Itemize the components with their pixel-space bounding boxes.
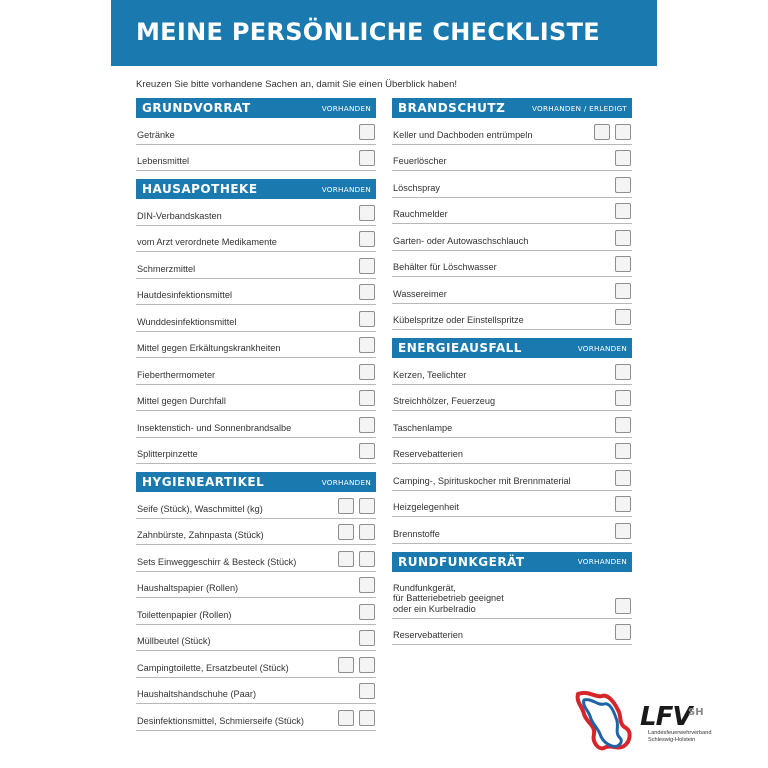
logo-wordmark: LFV	[640, 702, 692, 732]
checkbox[interactable]	[359, 683, 375, 699]
checklist-item	[392, 438, 632, 465]
checklist-item	[136, 411, 376, 438]
checklist-item	[392, 118, 632, 145]
checkbox-group	[359, 364, 375, 380]
item-label: Brennstoffe	[393, 528, 440, 539]
checklist-item	[392, 277, 632, 304]
checklist-item	[136, 545, 376, 572]
checkbox-group	[338, 498, 375, 514]
checkbox-group	[338, 551, 375, 567]
checklist-item	[136, 199, 376, 226]
checklist-item	[392, 385, 632, 412]
item-label: Mittel gegen Durchfall	[137, 396, 226, 407]
item-label: Streichhölzer, Feuerzeug	[393, 396, 496, 407]
checklist-item	[392, 491, 632, 518]
checkbox[interactable]	[359, 390, 375, 406]
checklist-item	[136, 118, 376, 145]
checkbox[interactable]	[359, 443, 375, 459]
checklist-item	[136, 651, 376, 678]
checkbox-group	[615, 470, 631, 486]
checkbox[interactable]	[615, 256, 631, 272]
checkbox-group	[615, 256, 631, 272]
section-column-label: VORHANDEN	[321, 184, 371, 194]
item-label: Fieberthermometer	[137, 369, 216, 380]
checklist-item	[392, 224, 632, 251]
checkbox[interactable]	[615, 124, 631, 140]
checkbox-group	[615, 417, 631, 433]
checkbox[interactable]	[615, 309, 631, 325]
checkbox-group	[359, 311, 375, 327]
item-label: Taschenlampe	[393, 422, 453, 433]
checkbox-group	[359, 604, 375, 620]
checkbox-group	[594, 124, 631, 140]
item-label: Haushaltshandschuhe (Paar)	[137, 689, 256, 700]
section-column-label: VORHANDEN	[577, 557, 627, 566]
checkbox-group	[359, 337, 375, 353]
item-label: Garten- oder Autowaschschlauch	[393, 235, 529, 246]
checklist-item	[392, 517, 632, 544]
item-label: Haushaltspapier (Rollen)	[137, 583, 239, 594]
checklist-item	[392, 619, 632, 646]
checkbox-group	[359, 205, 375, 221]
item-label: Keller und Dachboden entrümpeln	[393, 129, 533, 140]
section-column-label: VORHANDEN	[321, 103, 371, 113]
checklist-item	[136, 678, 376, 705]
logo-subtitle	[648, 730, 711, 744]
section-hausapotheke	[136, 179, 376, 464]
checkbox-group	[359, 258, 375, 274]
item-label: Schmerzmittel	[137, 263, 196, 274]
section-header	[136, 179, 376, 199]
checkbox[interactable]	[359, 337, 375, 353]
checklist-item	[136, 145, 376, 172]
intro-text: Kreuzen Sie bitte vorhandene Sachen an, damit Sie einen Überblick haben!	[136, 79, 458, 90]
checkbox-group	[359, 124, 375, 140]
section-rundfunkgerat	[392, 552, 632, 646]
item-label: Lebensmittel	[137, 156, 190, 167]
item-label: Hautdesinfektionsmittel	[137, 290, 232, 301]
checkbox[interactable]	[615, 203, 631, 219]
checkbox[interactable]	[338, 498, 354, 514]
section-brandschutz	[392, 98, 632, 330]
logo-subtitle-line1: Landesfeuerwehrverband	[648, 730, 712, 736]
section-grundvorrat	[136, 98, 376, 171]
checkbox[interactable]	[359, 577, 375, 593]
checkbox-group	[615, 523, 631, 539]
checkbox[interactable]	[615, 624, 631, 640]
right-column	[392, 98, 632, 645]
item-label: Seife (Stück), Waschmittel (kg)	[137, 503, 263, 514]
item-label: Behälter für Löschwasser	[393, 262, 497, 273]
checkbox[interactable]	[359, 231, 375, 247]
checkbox-group	[615, 309, 631, 325]
section-energieausfall	[392, 338, 632, 544]
section-title: HYGIENEARTIKEL	[142, 475, 265, 489]
checklist-item	[136, 704, 376, 731]
page-title: MEINE PERSÖNLICHE CHECKLISTE	[136, 18, 600, 46]
item-label: Desinfektionsmittel, Schmierseife (Stück)	[137, 715, 304, 726]
checkbox[interactable]	[359, 710, 375, 726]
checkbox[interactable]	[359, 124, 375, 140]
item-label: Camping-, Spirituskocher mit Brennmaterial	[393, 475, 571, 486]
section-gap	[392, 330, 632, 338]
item-label: Löschspray	[393, 182, 440, 193]
checklist-item	[136, 519, 376, 546]
item-label: Splitterpinzette	[137, 449, 198, 460]
checkbox-group	[615, 203, 631, 219]
checklist-item	[392, 572, 632, 619]
item-label: Getränke	[137, 129, 175, 140]
checkbox-group	[359, 443, 375, 459]
checkbox[interactable]	[359, 498, 375, 514]
checklist-item	[392, 145, 632, 172]
checklist-item	[392, 411, 632, 438]
checklist-item	[136, 625, 376, 652]
checklist-item	[136, 332, 376, 359]
section-header	[136, 472, 376, 492]
item-label: Rundfunkgerät, für Batteriebetrieb geeignet oder ein Kurbelradio	[393, 582, 504, 614]
checkbox[interactable]	[615, 598, 631, 614]
checkbox-group	[338, 657, 375, 673]
checkbox[interactable]	[359, 258, 375, 274]
item-label: Heizgelegenheit	[393, 502, 459, 513]
item-label: Wunddesinfektionsmittel	[137, 316, 237, 327]
item-label: Insektenstich- und Sonnenbrandsalbe	[137, 422, 292, 433]
checklist-item	[136, 438, 376, 465]
item-label: Müllbeutel (Stück)	[137, 636, 211, 647]
section-header	[392, 552, 632, 572]
checkbox-group	[615, 364, 631, 380]
item-label: Campingtoilette, Ersatzbeutel (Stück)	[137, 662, 289, 673]
checkbox[interactable]	[338, 710, 354, 726]
section-column-label: VORHANDEN	[577, 343, 627, 353]
item-label: Kerzen, Teelichter	[393, 369, 467, 380]
section-gap	[392, 544, 632, 552]
checklist-item	[392, 464, 632, 491]
checkbox[interactable]	[615, 230, 631, 246]
logo-subtitle-line2: Schleswig-Holstein	[648, 737, 696, 743]
checkbox[interactable]	[338, 657, 354, 673]
checkbox-group	[615, 283, 631, 299]
checkbox[interactable]	[359, 150, 375, 166]
checklist-item	[392, 358, 632, 385]
section-column-label: VORHANDEN	[321, 477, 371, 487]
section-gap	[136, 464, 376, 472]
checklist-item	[136, 572, 376, 599]
logo-suffix: SH	[688, 707, 704, 718]
section-column-label: VORHANDEN / ERLEDIGT	[531, 103, 627, 113]
checklist-item	[392, 198, 632, 225]
checklist-item	[136, 358, 376, 385]
checklist-item	[136, 279, 376, 306]
section-title: ENERGIEAUSFALL	[398, 341, 522, 355]
checklist-item	[392, 171, 632, 198]
checkbox-group	[615, 390, 631, 406]
item-label: Mittel gegen Erkältungskrankheiten	[137, 343, 281, 354]
checkbox[interactable]	[359, 604, 375, 620]
checkbox[interactable]	[615, 364, 631, 380]
checkbox-group	[615, 598, 631, 614]
checkbox-group	[615, 150, 631, 166]
checkbox-group	[338, 710, 375, 726]
item-label: Feuerlöscher	[393, 156, 447, 167]
checkbox-group	[615, 177, 631, 193]
checkbox-group	[359, 577, 375, 593]
checkbox[interactable]	[615, 417, 631, 433]
left-column	[136, 98, 376, 731]
checkbox-group	[615, 443, 631, 459]
checklist-item	[392, 251, 632, 278]
checkbox[interactable]	[338, 551, 354, 567]
item-label: Zahnbürste, Zahnpasta (Stück)	[137, 530, 264, 541]
item-label: Toilettenpapier (Rollen)	[137, 609, 232, 620]
item-label: Reservebatterien	[393, 630, 463, 641]
checkbox-group	[359, 683, 375, 699]
checkbox-group	[359, 390, 375, 406]
checkbox-group	[359, 231, 375, 247]
item-label: Wassereimer	[393, 288, 447, 299]
checkbox[interactable]	[359, 551, 375, 567]
section-title: RUNDFUNKGERÄT	[398, 554, 525, 569]
checkbox-group	[615, 624, 631, 640]
section-title: HAUSAPOTHEKE	[142, 182, 258, 196]
checklist-item	[136, 226, 376, 253]
checkbox-group	[359, 630, 375, 646]
checklist-item	[136, 385, 376, 412]
checklist-item	[136, 492, 376, 519]
section-header	[392, 338, 632, 358]
section-title: BRANDSCHUTZ	[398, 101, 506, 115]
checkbox-group	[359, 150, 375, 166]
checkbox[interactable]	[359, 205, 375, 221]
checkbox[interactable]	[615, 390, 631, 406]
checkbox[interactable]	[359, 364, 375, 380]
checkbox-group	[615, 496, 631, 512]
checkbox[interactable]	[594, 124, 610, 140]
section-header	[392, 98, 632, 118]
checkbox[interactable]	[615, 283, 631, 299]
item-label: Kübelspritze oder Einstellspritze	[393, 315, 524, 326]
checkbox-group	[359, 284, 375, 300]
checkbox[interactable]	[359, 657, 375, 673]
item-label: Rauchmelder	[393, 209, 448, 220]
section-header	[136, 98, 376, 118]
checkbox[interactable]	[615, 150, 631, 166]
checkbox[interactable]	[615, 177, 631, 193]
checklist-item	[136, 305, 376, 332]
checkbox[interactable]	[338, 524, 354, 540]
checkbox[interactable]	[615, 496, 631, 512]
checkbox[interactable]	[359, 524, 375, 540]
item-label: vom Arzt verordnete Medikamente	[137, 237, 277, 248]
section-title: GRUNDVORRAT	[142, 101, 251, 115]
checklist-item	[392, 304, 632, 331]
section-hygieneartikel	[136, 472, 376, 731]
checkbox[interactable]	[359, 630, 375, 646]
checkbox[interactable]	[359, 311, 375, 327]
item-label: Sets Einweggeschirr & Besteck (Stück)	[137, 556, 297, 567]
checkbox[interactable]	[359, 417, 375, 433]
checklist-item	[136, 252, 376, 279]
checkbox-group	[338, 524, 375, 540]
checkbox-group	[359, 417, 375, 433]
item-label: DIN-Verbandskasten	[137, 210, 222, 221]
checklist-item	[136, 598, 376, 625]
checkbox-group	[615, 230, 631, 246]
checkbox[interactable]	[615, 470, 631, 486]
item-label: Reservebatterien	[393, 449, 463, 460]
checkbox[interactable]	[359, 284, 375, 300]
section-gap	[136, 171, 376, 179]
checkbox[interactable]	[615, 523, 631, 539]
checkbox[interactable]	[615, 443, 631, 459]
